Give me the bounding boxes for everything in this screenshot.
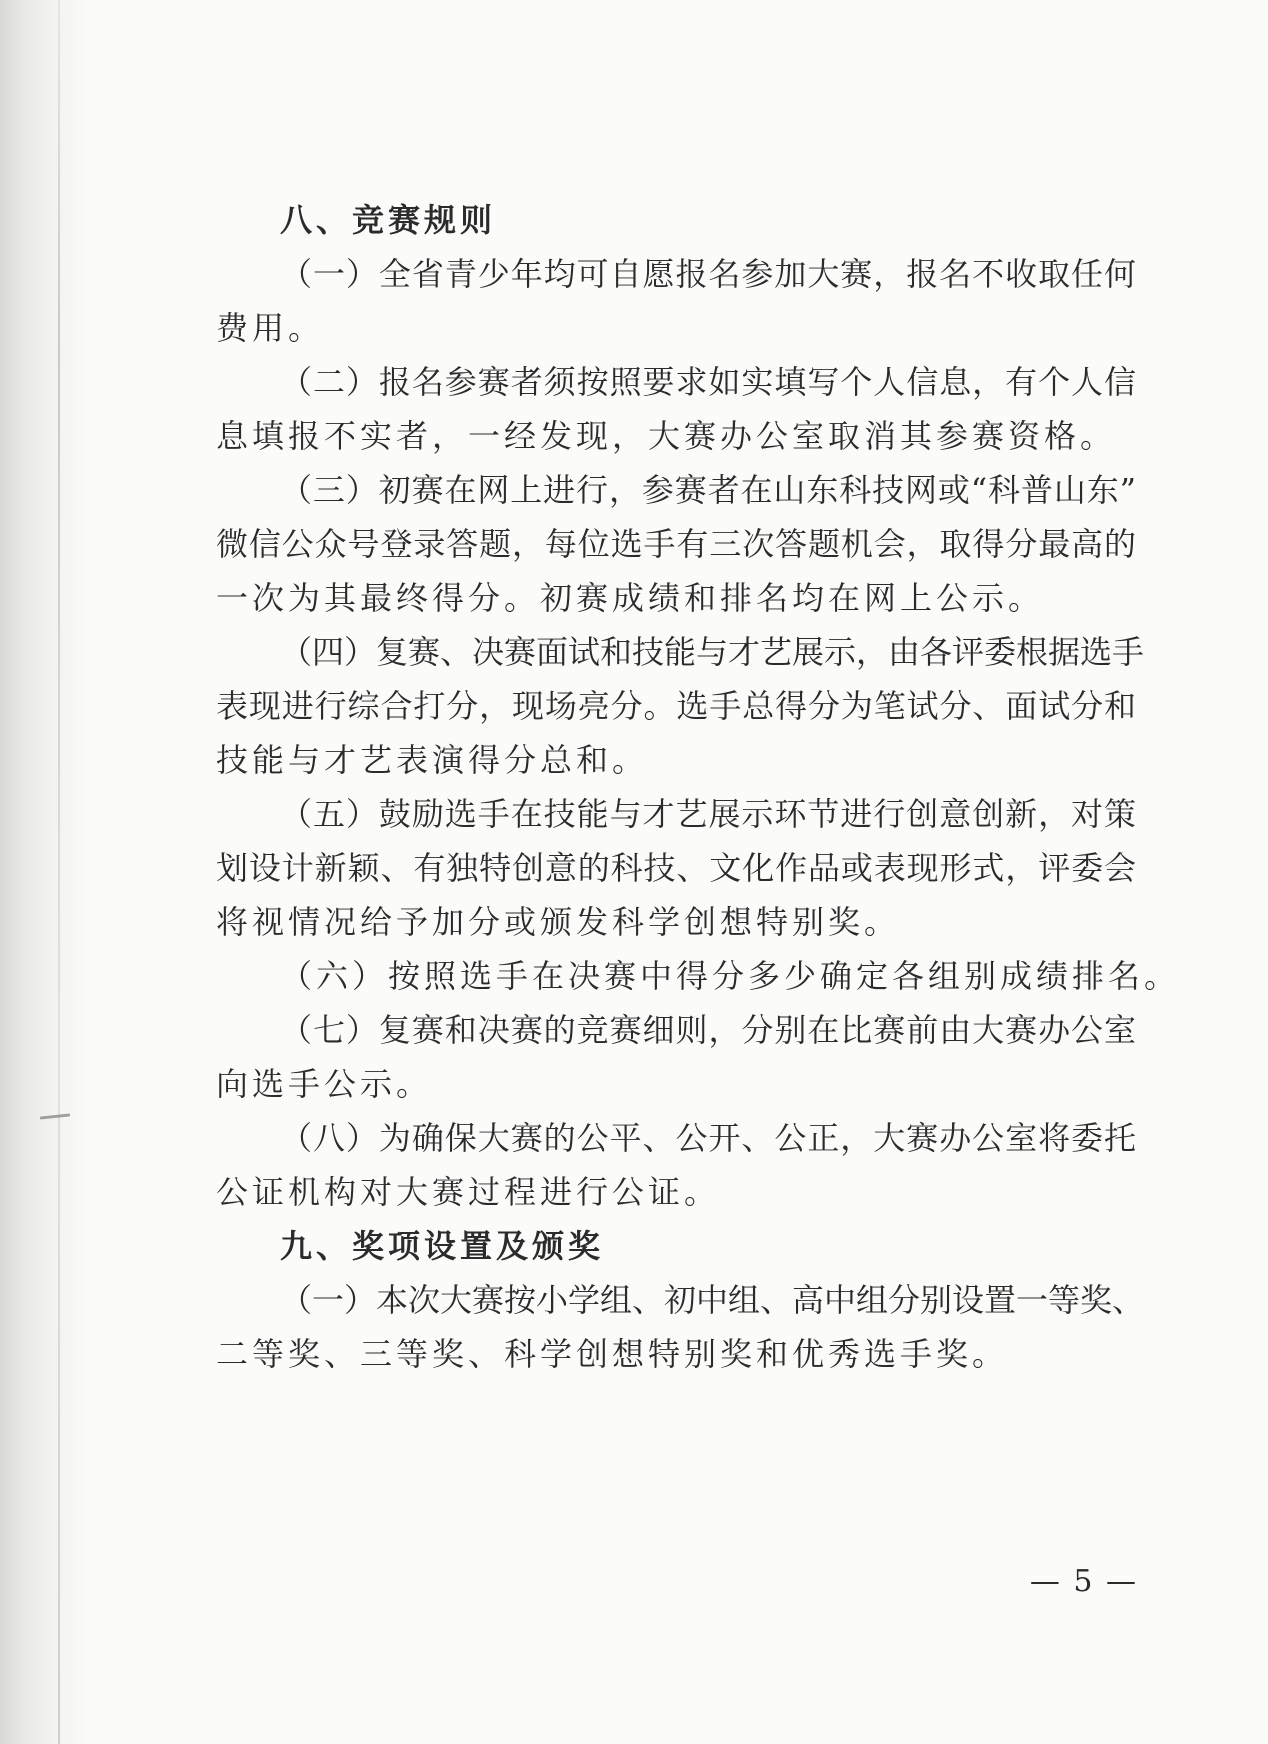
rule-1-line-2: 费用。 bbox=[216, 309, 325, 347]
rule-5-line-3: 将视情况给予加分或颁发科学创想特别奖。 bbox=[216, 903, 901, 941]
rule-2-line-2: 息填报不实者，一经发现，大赛办公室取消其参赛资格。 bbox=[216, 417, 1117, 455]
binding-fold-line bbox=[58, 0, 60, 1744]
rule-7-line-1: （七）复赛和决赛的竞赛细则，分别在比赛前由大赛办公室 bbox=[280, 1011, 1136, 1049]
rule-2-line-1: （二）报名参赛者须按照要求如实填写个人信息，有个人信 bbox=[280, 363, 1136, 401]
rule-4-line-1: （四）复赛、决赛面试和技能与才艺展示，由各评委根据选手 bbox=[280, 633, 1145, 671]
page-number: — 5 — bbox=[1029, 1564, 1138, 1599]
section-heading-awards: 九、奖项设置及颁奖 bbox=[280, 1227, 605, 1265]
binding-shadow bbox=[0, 0, 95, 1744]
section-heading-rules: 八、竞赛规则 bbox=[280, 201, 497, 239]
rule-5-line-1: （五）鼓励选手在技能与才艺展示环节进行创意创新，对策 bbox=[280, 795, 1136, 833]
rule-3-line-1: （三）初赛在网上进行，参赛者在山东科技网或“科普山东” bbox=[280, 471, 1136, 509]
rule-6-line-1: （六）按照选手在决赛中得分多少确定各组别成绩排名。 bbox=[280, 957, 1181, 995]
rule-4-line-3: 技能与才艺表演得分总和。 bbox=[216, 741, 649, 779]
rule-8-line-2: 公证机构对大赛过程进行公证。 bbox=[216, 1173, 721, 1211]
rule-3-line-3: 一次为其最终得分。初赛成绩和排名均在网上公示。 bbox=[216, 579, 1045, 617]
rule-8-line-1: （八）为确保大赛的公平、公开、公正，大赛办公室将委托 bbox=[280, 1119, 1136, 1157]
award-1-line-2: 二等奖、三等奖、科学创想特别奖和优秀选手奖。 bbox=[216, 1335, 1009, 1373]
rule-5-line-2: 划设计新颖、有独特创意的科技、文化作品或表现形式，评委会 bbox=[216, 849, 1136, 887]
rule-7-line-2: 向选手公示。 bbox=[216, 1065, 433, 1103]
award-1-line-1: （一）本次大赛按小学组、初中组、高中组分别设置一等奖、 bbox=[280, 1281, 1145, 1319]
rule-3-line-2: 微信公众号登录答题，每位选手有三次答题机会，取得分最高的 bbox=[216, 525, 1136, 563]
rule-4-line-2: 表现进行综合打分，现场亮分。选手总得分为笔试分、面试分和 bbox=[216, 687, 1136, 725]
rule-1-line-1: （一）全省青少年均可自愿报名参加大赛，报名不收取任何 bbox=[280, 255, 1136, 293]
